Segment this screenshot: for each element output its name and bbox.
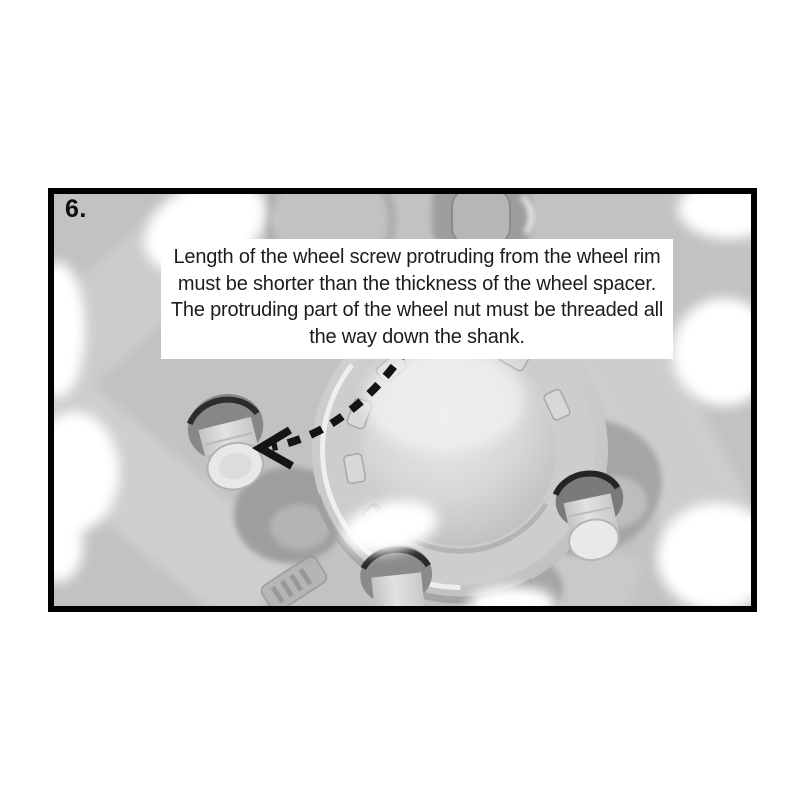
instruction-figure-frame (48, 188, 757, 612)
instruction-caption (161, 239, 673, 359)
caption-line-2: must be shorter than the thickness of the wheel spacer. (177, 272, 657, 295)
wheel-stud-top (452, 194, 510, 244)
hub-dome-highlight (364, 348, 524, 452)
caption-line-3: The protruding part of the wheel nut must be threaded all (170, 299, 664, 321)
caption-line-4: the way down the shank. (309, 325, 525, 348)
caption-line-1: Length of the wheel screw protruding from the wheel rim (173, 246, 661, 268)
step-number-label: 6. (65, 195, 87, 223)
